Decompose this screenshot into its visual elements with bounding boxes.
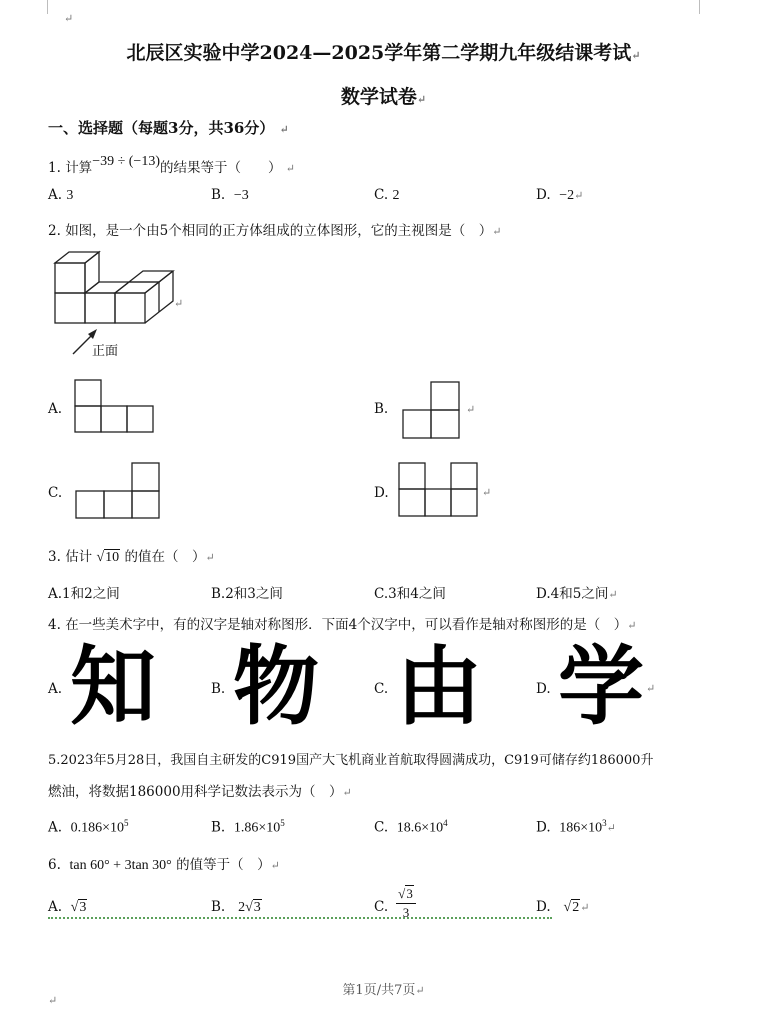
question-3-stem: 3. 估计 √10 的值在（ ）↵ <box>48 549 215 565</box>
q3-option-b: B.2和3之间 <box>211 586 283 602</box>
paragraph-mark: ↵ <box>646 682 656 695</box>
section-heading: 一、选择题（每题3分，共36分） ↵ <box>48 119 289 137</box>
q2-option-b-view <box>402 381 462 441</box>
q2-option-c-label: C. <box>48 485 63 501</box>
q2-option-d-view <box>398 462 480 520</box>
q6-option-a: A. √3 <box>48 899 87 915</box>
q1-option-d: D. −2↵ <box>536 187 584 203</box>
q3-option-d: D.4和5之间↵ <box>536 586 618 602</box>
q5-option-c: C. $18.6\times 10^4$ <box>374 818 448 836</box>
question-2-stem: 2. 如图，是一个由5个相同的正方体组成的立体图形，它的主视图是（ ）↵ <box>48 223 502 239</box>
q5-option-a: A. $0.186\times 10^5$ <box>48 818 129 836</box>
q4-option-c-char: 由 <box>396 637 482 737</box>
q3-radicand: 10 <box>105 550 120 565</box>
cube-solid-figure <box>50 248 190 360</box>
q4-option-c-label: C. <box>374 681 389 697</box>
q4-option-d-char: 学 <box>558 637 644 737</box>
question-5-stem-line2: 燃油，将数据186000用科学记数法表示为（ ）↵ <box>48 784 352 800</box>
q1-option-b: B. −3 <box>211 187 249 203</box>
page-footer: 第1页/共7页↵ <box>342 983 425 998</box>
q4-option-b-char: 物 <box>233 637 319 737</box>
q2-option-d-label: D. <box>374 485 389 501</box>
paragraph-mark: ↵ <box>64 12 74 25</box>
exam-subtitle: 数学试卷↵ <box>340 86 427 108</box>
front-view-label: 正面 <box>92 344 119 359</box>
exam-title: 北辰区实验中学2024—2025学年第二学期九年级结课考试↵ <box>126 42 641 64</box>
q2-option-a-label: A. <box>48 401 63 417</box>
q4-option-a-char: 知 <box>70 637 156 737</box>
q3-option-c: C.3和4之间 <box>374 586 446 602</box>
crop-mark-left <box>47 0 48 14</box>
paragraph-mark: ↵ <box>174 297 184 310</box>
q1-option-c: C. 2 <box>374 187 400 203</box>
paragraph-mark: ↵ <box>466 403 476 416</box>
q5-option-d: D. $186\times 10^3↵$ <box>536 818 616 836</box>
question-4-stem: 4. 在一些美术字中，有的汉字是轴对称图形．下面4个汉字中，可以看作是轴对称图形的是（ ）↵ <box>48 617 637 633</box>
paragraph-mark: ↵ <box>482 486 492 499</box>
crop-mark-right <box>699 0 700 14</box>
q4-option-a-label: A. <box>48 681 63 697</box>
question-1-stem: 1. 计算−39 ÷ (−13)的结果等于（ ） ↵ <box>48 154 296 176</box>
q5-option-b: B. $1.86\times 10^5$ <box>211 818 285 836</box>
q6-option-c: C. <box>374 899 389 915</box>
q3-option-a: A.1和2之间 <box>48 586 120 602</box>
q6-option-c-fraction: √3 3 <box>396 886 416 921</box>
q2-option-a-view <box>74 379 156 435</box>
q6-option-d: D. √2↵ <box>536 899 590 915</box>
q6-option-b: B. 2√3 <box>211 899 261 915</box>
q4-option-b-label: B. <box>211 681 226 697</box>
question-6-stem: 6. tan 60° + 3tan 30° 的值等于（ ）↵ <box>48 857 280 873</box>
q1-option-a: A. 3 <box>48 187 74 203</box>
q2-option-b-label: B. <box>374 401 389 417</box>
q1-expression: −39 ÷ (−13) <box>92 154 160 169</box>
paragraph-mark: ↵ <box>48 994 58 1007</box>
q6-expression: tan 60° + 3tan 30° <box>69 858 172 873</box>
q6-wavy-underline <box>48 913 552 919</box>
q4-option-d-label: D. <box>536 681 551 697</box>
q2-option-c-view <box>75 462 163 522</box>
question-5-stem-line1: 5.2023年5月28日，我国自主研发的C919国产大飞机商业首航取得圆满成功，C919可储存约186000升 <box>48 753 654 768</box>
